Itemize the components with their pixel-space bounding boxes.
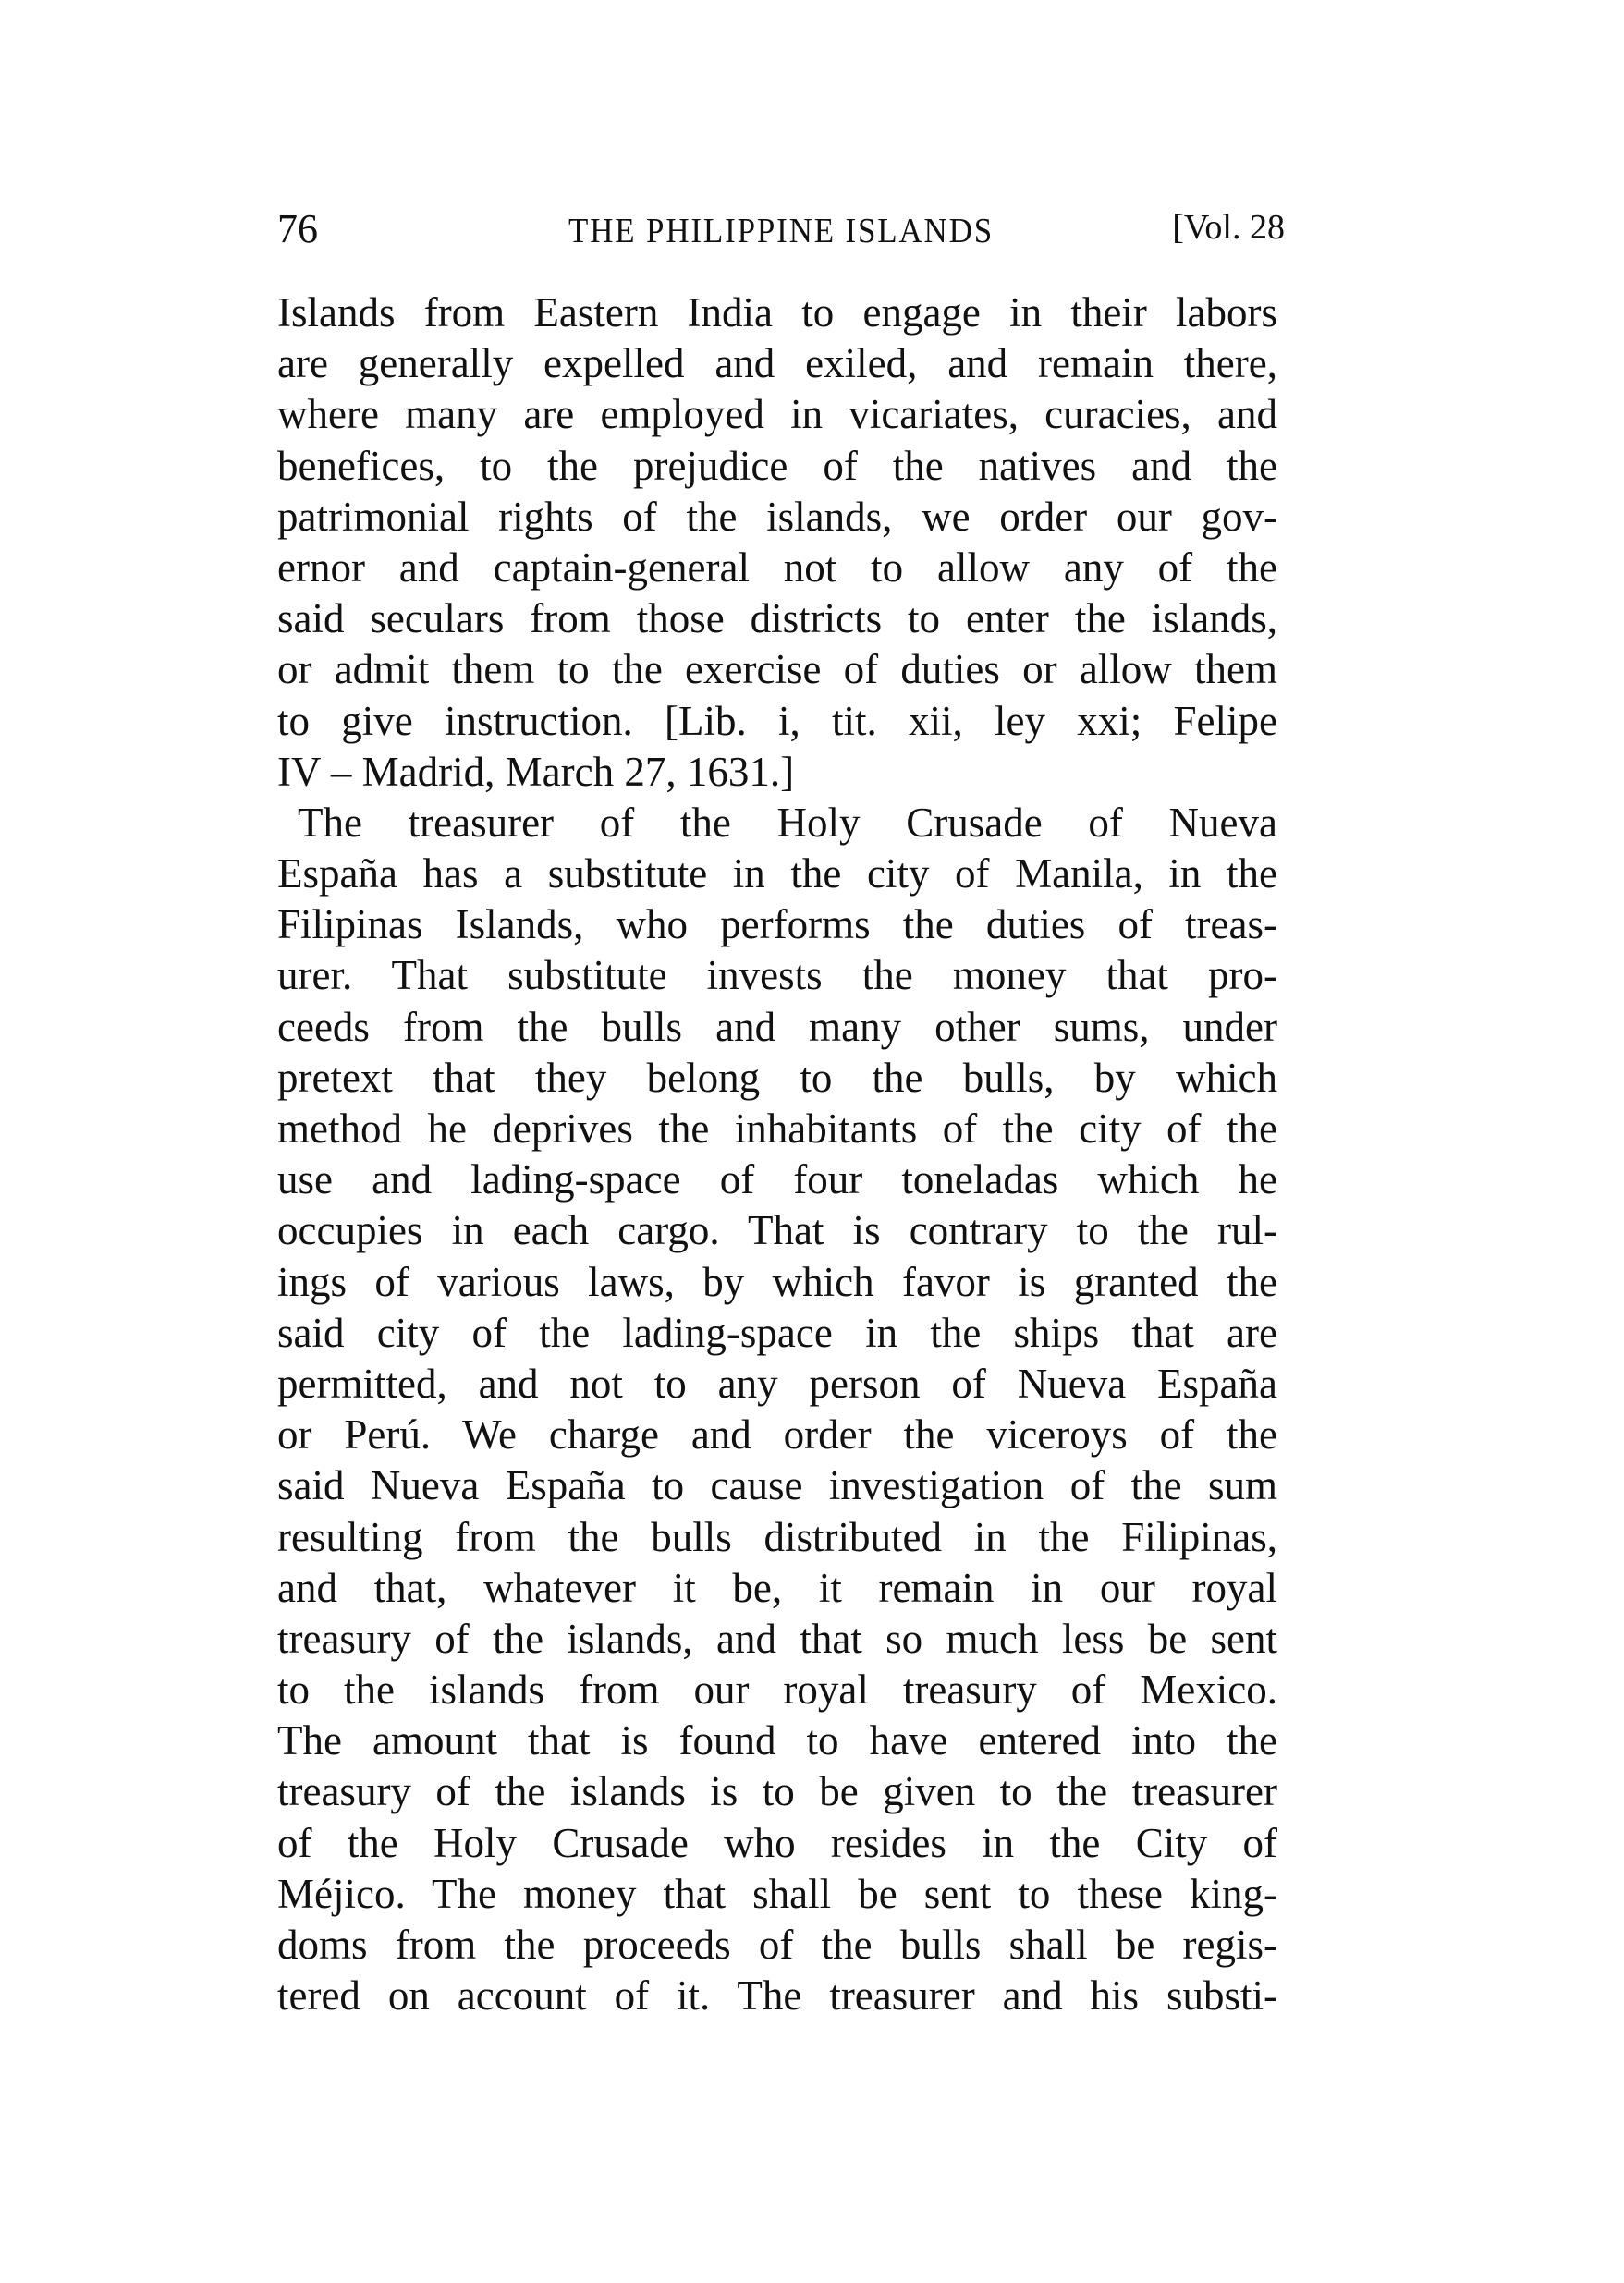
text-line: said city of the lading-space in the ships that are	[277, 1309, 1277, 1356]
text-line: patrimonial rights of the islands, we order our gov-	[277, 493, 1277, 540]
text-line: benefices, to the prejudice of the natives and the	[277, 442, 1277, 489]
volume-label: [Vol. 28	[1172, 208, 1285, 247]
text-line: treasury of the islands, and that so much less be sent	[277, 1615, 1277, 1662]
text-line: The amount that is found to have entered into the	[277, 1717, 1277, 1764]
page-number: 76	[277, 206, 318, 251]
text-line: or Perú. We charge and order the viceroys of the	[277, 1411, 1277, 1459]
text-line: use and lading-space of four toneladas which he	[277, 1156, 1277, 1203]
text-line: to the islands from our royal treasury of Mexico.	[277, 1666, 1277, 1714]
text-line: doms from the proceeds of the bulls shall be regis-	[277, 1922, 1277, 1968]
text-line: said Nueva España to cause investigation of the sum	[277, 1462, 1277, 1509]
text-line: ings of various laws, by which favor is granted the	[277, 1258, 1277, 1305]
text-line: tered on account of it. The treasurer and his substi-	[277, 1972, 1277, 2020]
text-line: Islands from Eastern India to engage in their labors	[277, 289, 1277, 336]
text-line: urer. That substitute invests the money that pro-	[277, 952, 1277, 999]
body-text	[277, 287, 1277, 2021]
text-line: method he deprives the inhabitants of the city of the	[277, 1105, 1277, 1152]
text-line: resulting from the bulls distributed in the Filipinas,	[277, 1513, 1277, 1560]
page-header	[277, 205, 1285, 257]
text-line: ernor and captain-general not to allow any of the	[277, 543, 1277, 591]
text-line: to give instruction. [Lib. i, tit. xii, ley xxi; Felipe	[277, 697, 1277, 744]
text-line: Méjico. The money that shall be sent to these king-	[277, 1870, 1277, 1917]
text-line: The treasurer of the Holy Crusade of Nueva	[298, 799, 1277, 846]
text-line: or admit them to the exercise of duties or allow them	[277, 646, 1277, 693]
text-line: Filipinas Islands, who performs the duties of treas-	[277, 901, 1277, 948]
text-line: pretext that they belong to the bulls, by which	[277, 1054, 1277, 1101]
text-line: España has a substitute in the city of Manila, in the	[277, 850, 1277, 897]
text-line: said seculars from those districts to enter the islands,	[277, 595, 1277, 642]
text-line: permitted, and not to any person of Nueva España	[277, 1360, 1277, 1407]
running-title: THE PHILIPPINE ISLANDS	[568, 212, 994, 250]
text-line: are generally expelled and exiled, and remain there,	[277, 340, 1277, 387]
text-line: treasury of the islands is to be given to the treasurer	[277, 1768, 1277, 1815]
text-line: where many are employed in vicariates, curacies, and	[277, 391, 1277, 438]
text-line: occupies in each cargo. That is contrary to the rul-	[277, 1207, 1277, 1254]
text-line: and that, whatever it be, it remain in our royal	[277, 1564, 1277, 1611]
text-line: ceeds from the bulls and many other sums, under	[277, 1003, 1277, 1050]
text-line: of the Holy Crusade who resides in the City of	[277, 1819, 1277, 1866]
text-line: IV – Madrid, March 27, 1631.]	[277, 748, 795, 795]
